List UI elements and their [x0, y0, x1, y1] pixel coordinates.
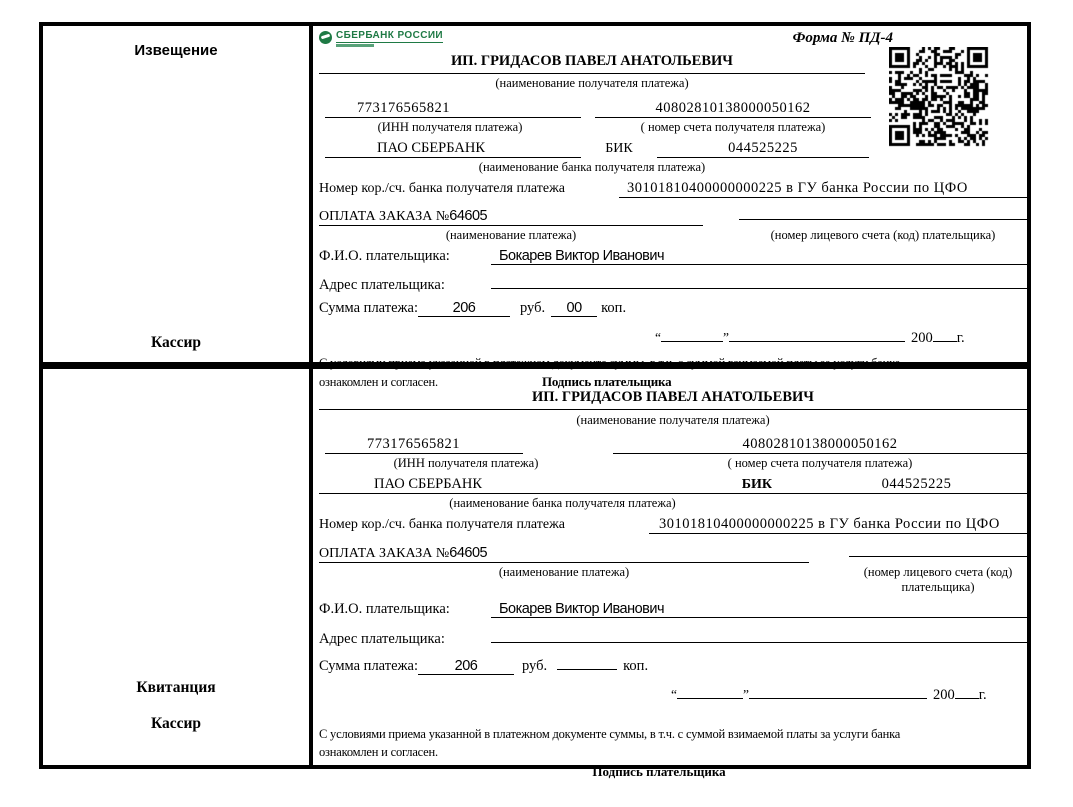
bik-value: 044525225 — [657, 140, 869, 158]
payer-name-value: Бокарев Виктор Иванович — [491, 601, 1027, 618]
notice-form — [313, 26, 1027, 389]
slip-notice — [39, 22, 1031, 389]
bank-name-value: ПАО СБЕРБАНК — [325, 140, 581, 158]
date-day-line — [661, 327, 723, 342]
order-number-value: 64605 — [449, 545, 488, 561]
account-hint: ( номер счета получателя платежа) — [727, 456, 913, 470]
amount-label: Сумма платежа: — [319, 300, 418, 316]
payee-name-hint: (наименование получателя платежа) — [576, 413, 770, 427]
payee-account-value: 40802810138000050162 — [613, 436, 1027, 454]
date-line — [655, 327, 1027, 347]
payee-name-heading: ИП. ГРИДАСОВ ПАВЕЛ АНАТОЛЬЕВИЧ — [319, 389, 1027, 410]
payer-address-label: Адрес плательщика: — [319, 631, 445, 647]
sberbank-tagline-bar — [336, 44, 374, 47]
payer-name-value: Бокарев Виктор Иванович — [491, 248, 1027, 265]
payee-name-heading: ИП. ГРИДАСОВ ПАВЕЛ АНАТОЛЬЕВИЧ — [319, 53, 865, 74]
sberbank-brand-text: СБЕРБАНК РОССИИ — [336, 30, 444, 41]
payer-address-line — [491, 626, 1027, 643]
payer-name-label: Ф.И.О. плательщика: — [319, 248, 450, 264]
notice-side-column — [43, 26, 313, 362]
amount-label: Сумма платежа: — [319, 658, 418, 674]
receipt-form — [313, 369, 1027, 779]
date-month-line — [729, 327, 905, 342]
corr-account-value: 30101810400000000225 в ГУ банка России по ЦФО — [649, 516, 1027, 534]
kop-label: коп. — [601, 300, 627, 316]
payee-inn-value: 773176565821 — [325, 100, 581, 118]
terms-line2: ознакомлен и согласен. — [319, 744, 438, 759]
order-number-value: 64605 — [449, 208, 488, 224]
signature-label: Подпись плательщика — [541, 373, 672, 389]
personal-account-line — [849, 540, 1027, 557]
receipt-side-column — [43, 369, 313, 765]
purpose-hint: (наименование платежа) — [498, 565, 630, 579]
kop-label: коп. — [623, 658, 649, 674]
corr-account-label: Номер кор./сч. банка получателя платежа — [319, 181, 565, 196]
terms-line1: С условиями приема указанной в платежном документе суммы, в т.ч. с суммой взимаемой платы за услуги банка — [319, 727, 901, 741]
amount-kop-line — [557, 655, 617, 670]
payer-address-line — [491, 272, 1027, 289]
side-label-cashier: Кассир — [150, 334, 202, 351]
inn-hint: (ИНН получателя платежа) — [377, 120, 523, 134]
form-code: Форма № ПД-4 — [792, 30, 893, 46]
signature-label: Подпись плательщика — [592, 764, 726, 779]
account-hint: ( номер счета получателя платежа) — [640, 120, 826, 134]
payment-form-pd4 — [39, 22, 1031, 779]
quote-close: ” — [743, 687, 749, 702]
side-label-notice: Извещение — [134, 42, 218, 59]
date-year-line — [933, 327, 957, 342]
purpose-prefix: ОПЛАТА ЗАКАЗА № — [319, 209, 450, 224]
payee-name-hint: (наименование получателя платежа) — [495, 76, 689, 90]
rub-label: руб. — [520, 300, 546, 316]
bank-name-value: ПАО СБЕРБАНК — [374, 476, 482, 492]
payer-name-label: Ф.И.О. плательщика: — [319, 601, 450, 617]
personal-account-hint: (номер лицевого счета (код) плательщика) — [770, 228, 996, 242]
personal-account-hint: (номер лицевого счета (код) плательщика) — [863, 565, 1013, 594]
terms-line1: С условиями приема указанной в платежном документе суммы, в т.ч. с суммой взимаемой платы за услуги банка — [319, 356, 901, 370]
amount-rub-value: 206 — [418, 300, 510, 317]
side-label-receipt: Квитанция — [136, 679, 216, 696]
bik-label: БИК — [741, 477, 772, 492]
rub-label: руб. — [522, 658, 548, 674]
payer-address-label: Адрес плательщика: — [319, 277, 445, 293]
qr-code — [889, 47, 989, 147]
quote-close: ” — [723, 330, 729, 345]
personal-account-line — [739, 203, 1027, 220]
year-prefix: 200 — [911, 330, 933, 346]
inn-hint: (ИНН получателя платежа) — [393, 456, 539, 470]
bank-name-hint: (наименование банка получателя платежа) — [449, 496, 676, 510]
bik-label: БИК — [605, 141, 633, 156]
payee-account-value: 40802810138000050162 — [595, 100, 871, 118]
payee-inn-value: 773176565821 — [325, 436, 523, 454]
bik-value: 044525225 — [806, 476, 1027, 494]
terms-text — [319, 726, 999, 761]
quote-open: “ — [671, 687, 677, 702]
year-suffix: г. — [978, 687, 987, 703]
amount-kop-value: 00 — [551, 300, 597, 317]
purpose-prefix: ОПЛАТА ЗАКАЗА № — [319, 546, 450, 561]
corr-account-value: 30101810400000000225 в ГУ банка России по ЦФО — [619, 180, 1027, 198]
amount-rub-value: 206 — [418, 658, 514, 675]
bank-name-hint: (наименование банка получателя платежа) — [478, 160, 706, 174]
date-month-line — [749, 684, 927, 699]
date-year-line — [955, 684, 979, 699]
quote-open: “ — [655, 330, 661, 345]
corr-account-label: Номер кор./сч. банка получателя платежа — [319, 517, 565, 532]
year-prefix: 200 — [933, 687, 955, 703]
date-line — [671, 684, 1027, 704]
date-day-line — [677, 684, 743, 699]
sberbank-coin-icon — [319, 31, 332, 44]
terms-line2: ознакомлен и согласен. — [319, 374, 438, 389]
side-label-cashier: Кассир — [150, 715, 202, 732]
slip-receipt — [39, 365, 1031, 779]
purpose-hint: (наименование платежа) — [445, 228, 577, 242]
year-suffix: г. — [956, 330, 965, 346]
sberbank-logo — [319, 30, 443, 47]
